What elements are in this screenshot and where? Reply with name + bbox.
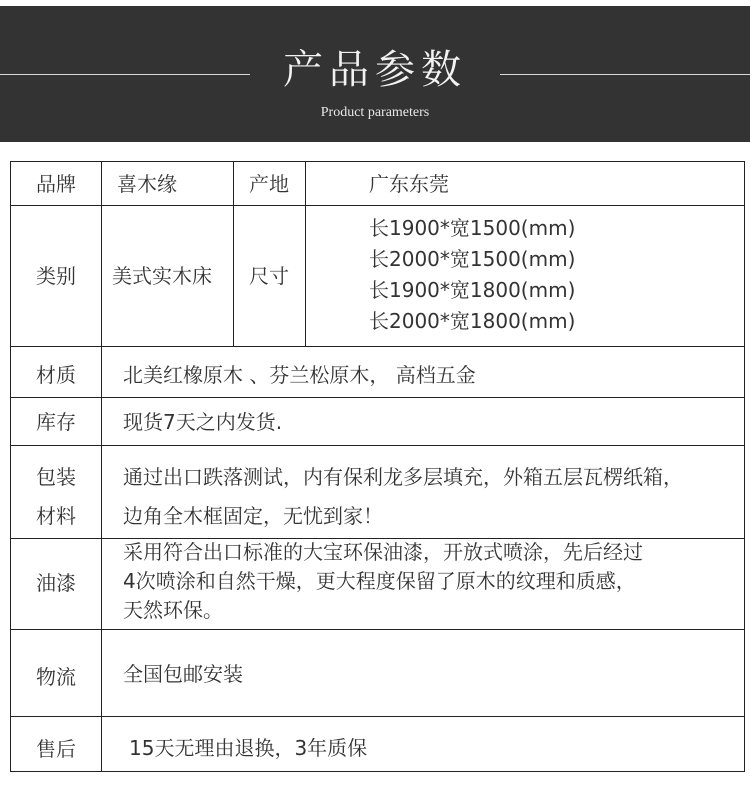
size-option: 长2000*宽1800(mm) <box>369 309 576 333</box>
size-option: 长2000*宽1500(mm) <box>369 247 576 271</box>
brand-value: 喜木缘 <box>117 172 177 196</box>
paint-label: 油漆 <box>36 571 76 595</box>
page-title: 产品参数 <box>283 47 467 93</box>
origin-value: 广东东莞 <box>369 172 449 196</box>
stock-value: 现货7天之内发货. <box>123 410 283 434</box>
spec-table <box>10 161 745 772</box>
packaging-value: 通过出口跌落测试，内有保利龙多层填充，外箱五层瓦楞纸箱， 边角全木框固定，无忧到家！ <box>123 465 683 528</box>
logistics-label: 物流 <box>36 665 76 689</box>
row-divider <box>11 346 744 347</box>
row-divider <box>11 445 744 446</box>
logistics-value: 全国包邮安装 <box>123 662 243 686</box>
packaging-label: 包装 材料 <box>36 465 76 528</box>
size-option: 长1900*宽1800(mm) <box>369 278 576 302</box>
page-subtitle: Product parameters <box>320 105 430 120</box>
row-divider <box>11 716 744 717</box>
after-sales-value: 15天无理由退换，3年质保 <box>129 736 368 760</box>
origin-label: 产地 <box>249 172 289 196</box>
material-value: 北美红橡原木 、芬兰松原木， 高档五金 <box>123 363 476 387</box>
stock-label: 库存 <box>36 410 76 434</box>
category-value: 美式实木床 <box>112 264 212 288</box>
category-label: 类别 <box>36 264 76 288</box>
header-banner <box>0 6 750 142</box>
column-divider <box>101 162 102 771</box>
size-option: 长1900*宽1500(mm) <box>369 216 576 240</box>
size-label: 尺寸 <box>249 264 289 288</box>
material-label: 材质 <box>36 363 76 387</box>
column-divider <box>305 162 306 346</box>
row-divider <box>11 629 744 630</box>
size-values <box>369 213 575 337</box>
paint-value: 采用符合出口标准的大宝环保油漆，开放式喷涂，先后经过 4次喷涂和自然干燥，更大程度保留了原木的纹理和质感， 天然环保。 <box>123 540 643 622</box>
row-divider <box>11 397 744 398</box>
after-sales-label: 售后 <box>36 737 76 761</box>
brand-label: 品牌 <box>36 172 76 196</box>
row-divider <box>11 205 744 206</box>
